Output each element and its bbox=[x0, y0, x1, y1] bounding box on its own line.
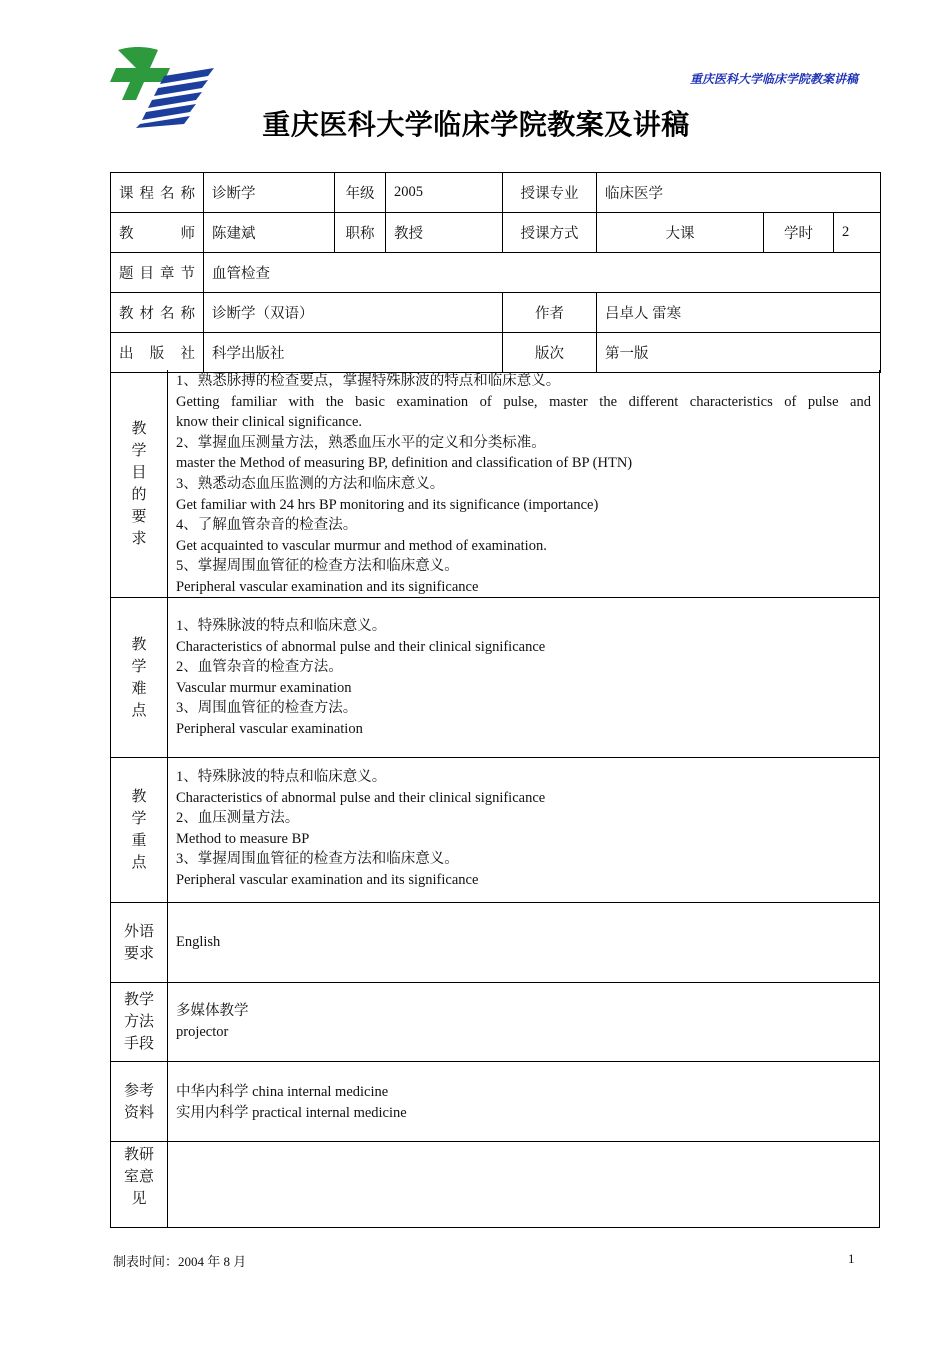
text-line: 的 bbox=[131, 486, 147, 503]
page-number: 1 bbox=[848, 1251, 855, 1266]
teacher-label: 教 师 bbox=[111, 213, 204, 253]
text-line: English bbox=[176, 934, 221, 951]
text-line: Peripheral vascular examination bbox=[176, 720, 363, 737]
references-label bbox=[111, 1062, 168, 1141]
text-line: 中华内科学 china internal medicine bbox=[176, 1084, 389, 1100]
table-row bbox=[111, 213, 881, 253]
method-value: 大课 bbox=[597, 213, 764, 253]
text-line: Get familiar with 24 hrs BP monitoring and its significance (importance) bbox=[176, 496, 599, 513]
text-line: Getting familiar with the basic examination of pulse, master the different characteristics of pulse and bbox=[176, 393, 871, 410]
rank-label: 职称 bbox=[335, 213, 386, 253]
dept-opinion-label bbox=[111, 1142, 168, 1227]
text-line: 2、血压测量方法。 bbox=[176, 810, 300, 827]
text-line: 教学 bbox=[123, 992, 154, 1008]
section-label-text bbox=[124, 1144, 154, 1210]
course-value: 诊断学 bbox=[204, 173, 335, 213]
text-line: 目 bbox=[131, 464, 147, 481]
text-line: 难 bbox=[131, 680, 147, 697]
header-note: 重庆医科大学临床学院教案讲稿 bbox=[689, 72, 858, 86]
objectives-content bbox=[168, 370, 879, 597]
text-line: 3、周围血管征的检查方法。 bbox=[176, 700, 358, 717]
text-line: 点 bbox=[131, 855, 147, 871]
difficulties-lines bbox=[176, 616, 871, 740]
references-section bbox=[110, 1062, 880, 1142]
key-points-section bbox=[110, 758, 880, 903]
page-title: 重庆医科大学临床学院教案及讲稿 bbox=[262, 108, 690, 141]
topic-label: 题目章节 bbox=[111, 253, 204, 293]
key-points-content bbox=[168, 758, 879, 902]
objectives-label bbox=[111, 370, 168, 597]
edition-label: 版次 bbox=[503, 333, 597, 373]
language-content bbox=[168, 903, 879, 982]
major-label: 授课专业 bbox=[503, 173, 597, 213]
text-line: 资料 bbox=[123, 1104, 154, 1121]
major-value: 临床医学 bbox=[597, 173, 881, 213]
text-line: 实用内科学 practical internal medicine bbox=[176, 1104, 407, 1121]
text-line: Characteristics of abnormal pulse and their clinical significance bbox=[176, 789, 546, 806]
text-line: 见 bbox=[131, 1191, 147, 1207]
text-line: 求 bbox=[131, 530, 147, 547]
text-line: 1、特殊脉波的特点和临床意义。 bbox=[176, 769, 387, 785]
table-row bbox=[111, 253, 881, 293]
text-line: 3、掌握周围血管征的检查方法和临床意义。 bbox=[176, 851, 459, 868]
text-line: 学 bbox=[131, 658, 147, 675]
difficulties-content bbox=[168, 598, 879, 757]
section-label-text bbox=[131, 634, 146, 722]
section-label-text bbox=[124, 989, 154, 1055]
text-line: 2、血管杂音的检查方法。 bbox=[176, 659, 343, 676]
topic-value: 血管检查 bbox=[204, 253, 881, 293]
difficulties-section bbox=[110, 598, 880, 758]
section-label-text bbox=[131, 418, 146, 550]
grade-value: 2005 bbox=[386, 173, 503, 213]
teaching-means-lines bbox=[176, 1001, 871, 1042]
text-line: 重 bbox=[131, 833, 147, 849]
teaching-means-section bbox=[110, 983, 880, 1062]
author-label: 作者 bbox=[503, 293, 597, 333]
text-line: 教 bbox=[131, 636, 147, 653]
text-line: know their clinical significance. bbox=[176, 414, 363, 431]
text-line: projector bbox=[176, 1023, 229, 1040]
teacher-value: 陈建斌 bbox=[204, 213, 335, 253]
language-section bbox=[110, 903, 880, 983]
text-line: 2、掌握血压测量方法，熟悉血压水平的定义和分类标准。 bbox=[176, 434, 546, 451]
text-line: master the Method of measuring BP, definition and classification of BP (HTN) bbox=[176, 455, 633, 472]
objectives-section bbox=[110, 370, 880, 598]
hours-label: 学时 bbox=[764, 213, 834, 253]
key-points-label bbox=[111, 758, 168, 902]
table-row bbox=[111, 173, 881, 213]
section-label-text bbox=[131, 786, 146, 874]
text-line: 点 bbox=[131, 702, 147, 719]
textbook-label: 教材名称 bbox=[111, 293, 204, 333]
course-info-table bbox=[110, 172, 881, 373]
text-line: 1、熟悉脉搏的检查要点，掌握特殊脉波的特点和临床意义。 bbox=[176, 373, 561, 389]
objectives-lines bbox=[176, 371, 871, 598]
text-line: Peripheral vascular examination and its significance bbox=[176, 578, 479, 595]
text-line: 外语 bbox=[123, 923, 154, 940]
text-line: 室意 bbox=[123, 1169, 154, 1185]
text-line: Characteristics of abnormal pulse and their clinical significance bbox=[176, 638, 546, 655]
publisher-label: 出 版 社 bbox=[111, 333, 204, 373]
grade-label: 年级 bbox=[335, 173, 386, 213]
text-line: 3、熟悉动态血压监测的方法和临床意义。 bbox=[176, 475, 445, 492]
language-lines bbox=[176, 932, 871, 953]
rank-value: 教授 bbox=[386, 213, 503, 253]
text-line: 多媒体教学 bbox=[176, 1003, 249, 1019]
edition-value: 第一版 bbox=[597, 333, 881, 373]
text-line: 教研 bbox=[123, 1147, 154, 1163]
difficulties-label bbox=[111, 598, 168, 757]
dept-opinion-content bbox=[168, 1142, 879, 1227]
course-label: 课程名称 bbox=[111, 173, 204, 213]
text-line: 方法 bbox=[123, 1014, 154, 1030]
dept-opinion-section bbox=[110, 1142, 880, 1228]
text-line: Get acquainted to vascular murmur and method of examination. bbox=[176, 537, 547, 554]
table-row bbox=[111, 333, 881, 373]
teaching-means-content bbox=[168, 983, 879, 1061]
method-label: 授课方式 bbox=[503, 213, 597, 253]
made-time: 制表时间：2004 年 8 月 bbox=[113, 1254, 247, 1269]
section-label-text bbox=[124, 921, 154, 965]
text-line: 手段 bbox=[123, 1036, 154, 1052]
references-content bbox=[168, 1062, 879, 1141]
text-line: 教 bbox=[131, 420, 147, 437]
author-value: 吕卓人 雷寒 bbox=[597, 293, 881, 333]
textbook-value: 诊断学（双语） bbox=[204, 293, 503, 333]
text-line: 4、了解血管杂音的检查法。 bbox=[176, 517, 358, 534]
publisher-value: 科学出版社 bbox=[204, 333, 503, 373]
text-line: 要 bbox=[131, 508, 147, 525]
key-points-lines bbox=[176, 767, 871, 891]
text-line: 学 bbox=[131, 442, 147, 459]
text-line: Peripheral vascular examination and its significance bbox=[176, 871, 479, 888]
text-line: 参考 bbox=[123, 1082, 154, 1099]
table-row bbox=[111, 293, 881, 333]
text-line: 要求 bbox=[123, 945, 154, 962]
text-line: 1、特殊脉波的特点和临床意义。 bbox=[176, 618, 387, 634]
text-line: 5、掌握周围血管征的检查方法和临床意义。 bbox=[176, 558, 459, 575]
teaching-means-label bbox=[111, 983, 168, 1061]
text-line: Vascular murmur examination bbox=[176, 679, 352, 696]
language-label bbox=[111, 903, 168, 982]
text-line: 教 bbox=[131, 789, 147, 805]
references-lines bbox=[176, 1082, 871, 1123]
hours-value: 2 bbox=[834, 213, 881, 253]
text-line: Method to measure BP bbox=[176, 830, 310, 847]
section-label-text bbox=[124, 1080, 154, 1124]
text-line: 学 bbox=[131, 811, 147, 827]
